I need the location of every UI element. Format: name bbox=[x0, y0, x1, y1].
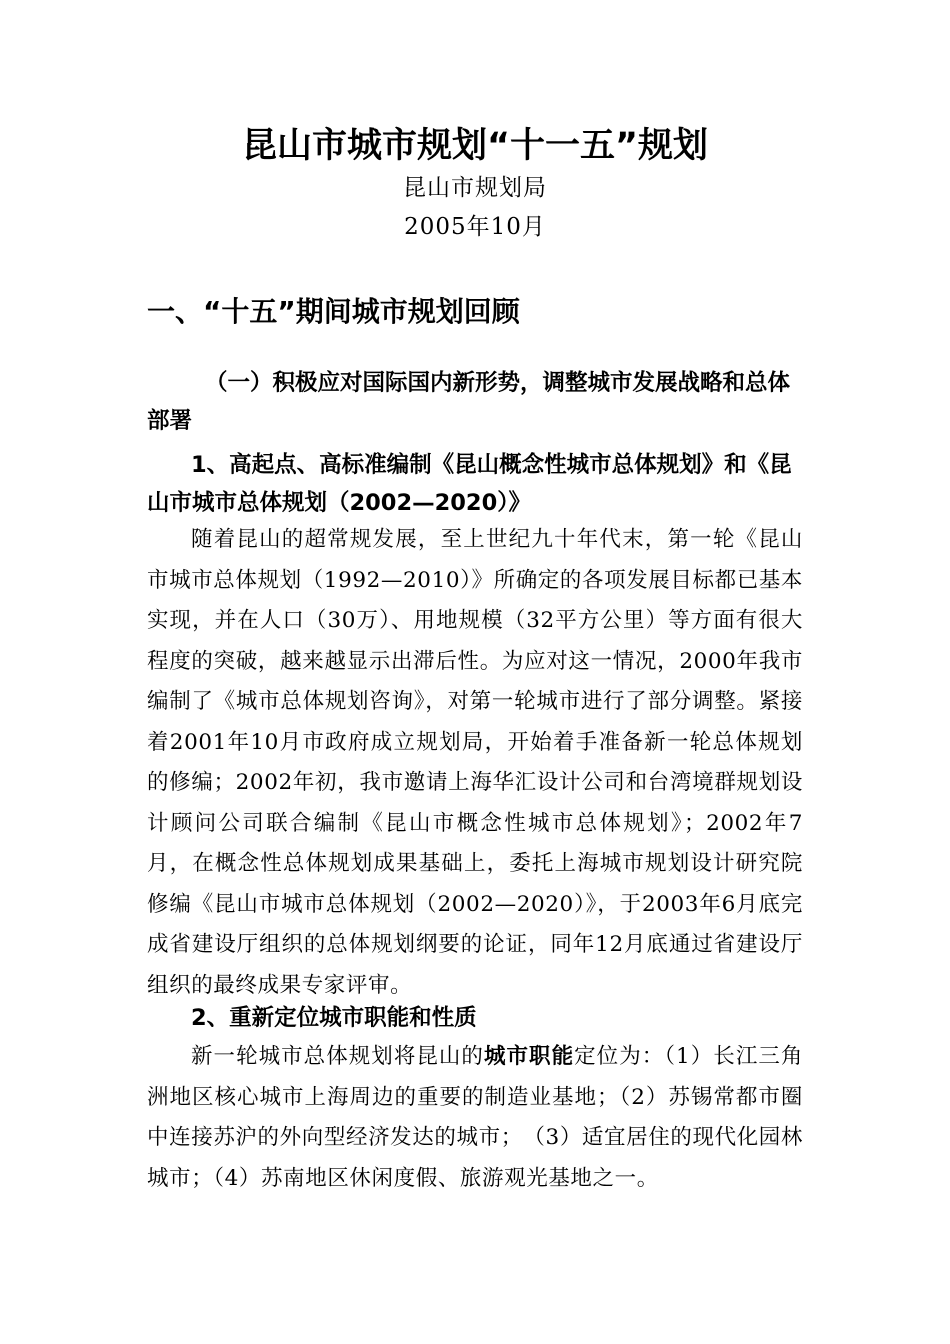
section-heading-1: 一、“十五”期间城市规划回顾 bbox=[147, 295, 520, 328]
paragraph-1: 随着昆山的超常规发展，至上世纪九十年代末，第一轮《昆山市城市总体规划（1992—2010）》所确定的各项发展目标都已基本实现，并在人口（30万）、用地规模（32平方公里）等方面有很大程度的突破，越来越显示出滞后性。为应对这一情况，2000年我市编制了《城市总体规划咨询》，对第一轮城市进行了部分调整。紧接着2001年10月市政府成立规划局，开始着手准备新一轮总体规划的修编；2002年初，我市邀请上海华汇设计公司和台湾境群规划设计顾问公司联合编制《昆山市概念性城市总体规划》；2002年7月，在概念性总体规划成果基础上，委托上海城市规划设计研究院修编《昆山市城市总体规划（2002—2020）》，于2003年6月底完成省建设厅组织的总体规划纲要的论证，同年12月底通过省建设厅组织的最终成果专家评审。 bbox=[147, 527, 803, 998]
paragraph-2-emphasis: 城市职能 bbox=[483, 1044, 575, 1069]
subsection-heading-1: （一）积极应对国际国内新形势，调整城市发展战略和总体部署 bbox=[147, 370, 791, 434]
document-author: 昆山市规划局 bbox=[403, 175, 547, 201]
paragraph-2 bbox=[147, 1037, 803, 1199]
paragraph-2-lead: 新一轮城市总体规划将昆山的 bbox=[191, 1044, 484, 1069]
item-heading-2: 2、重新定位城市职能和性质 bbox=[191, 1005, 477, 1031]
document-title: 昆山市城市规划“十一五”规划 bbox=[241, 126, 708, 166]
document-date: 2005年10月 bbox=[404, 214, 546, 240]
item-heading-1: 1、高起点、高标准编制《昆山概念性城市总体规划》和《昆山市城市总体规划（2002—2020）》 bbox=[147, 452, 792, 516]
paragraph-2-rest: 定位为：（1）长江三角洲地区核心城市上海周边的重要的制造业基地；（2）苏锡常都市圈中连接苏沪的外向型经济发达的城市； （3）适宜居住的现代化园林城市；（4）苏南地区休闲度假、旅游观光基地之一。 bbox=[147, 1044, 804, 1191]
